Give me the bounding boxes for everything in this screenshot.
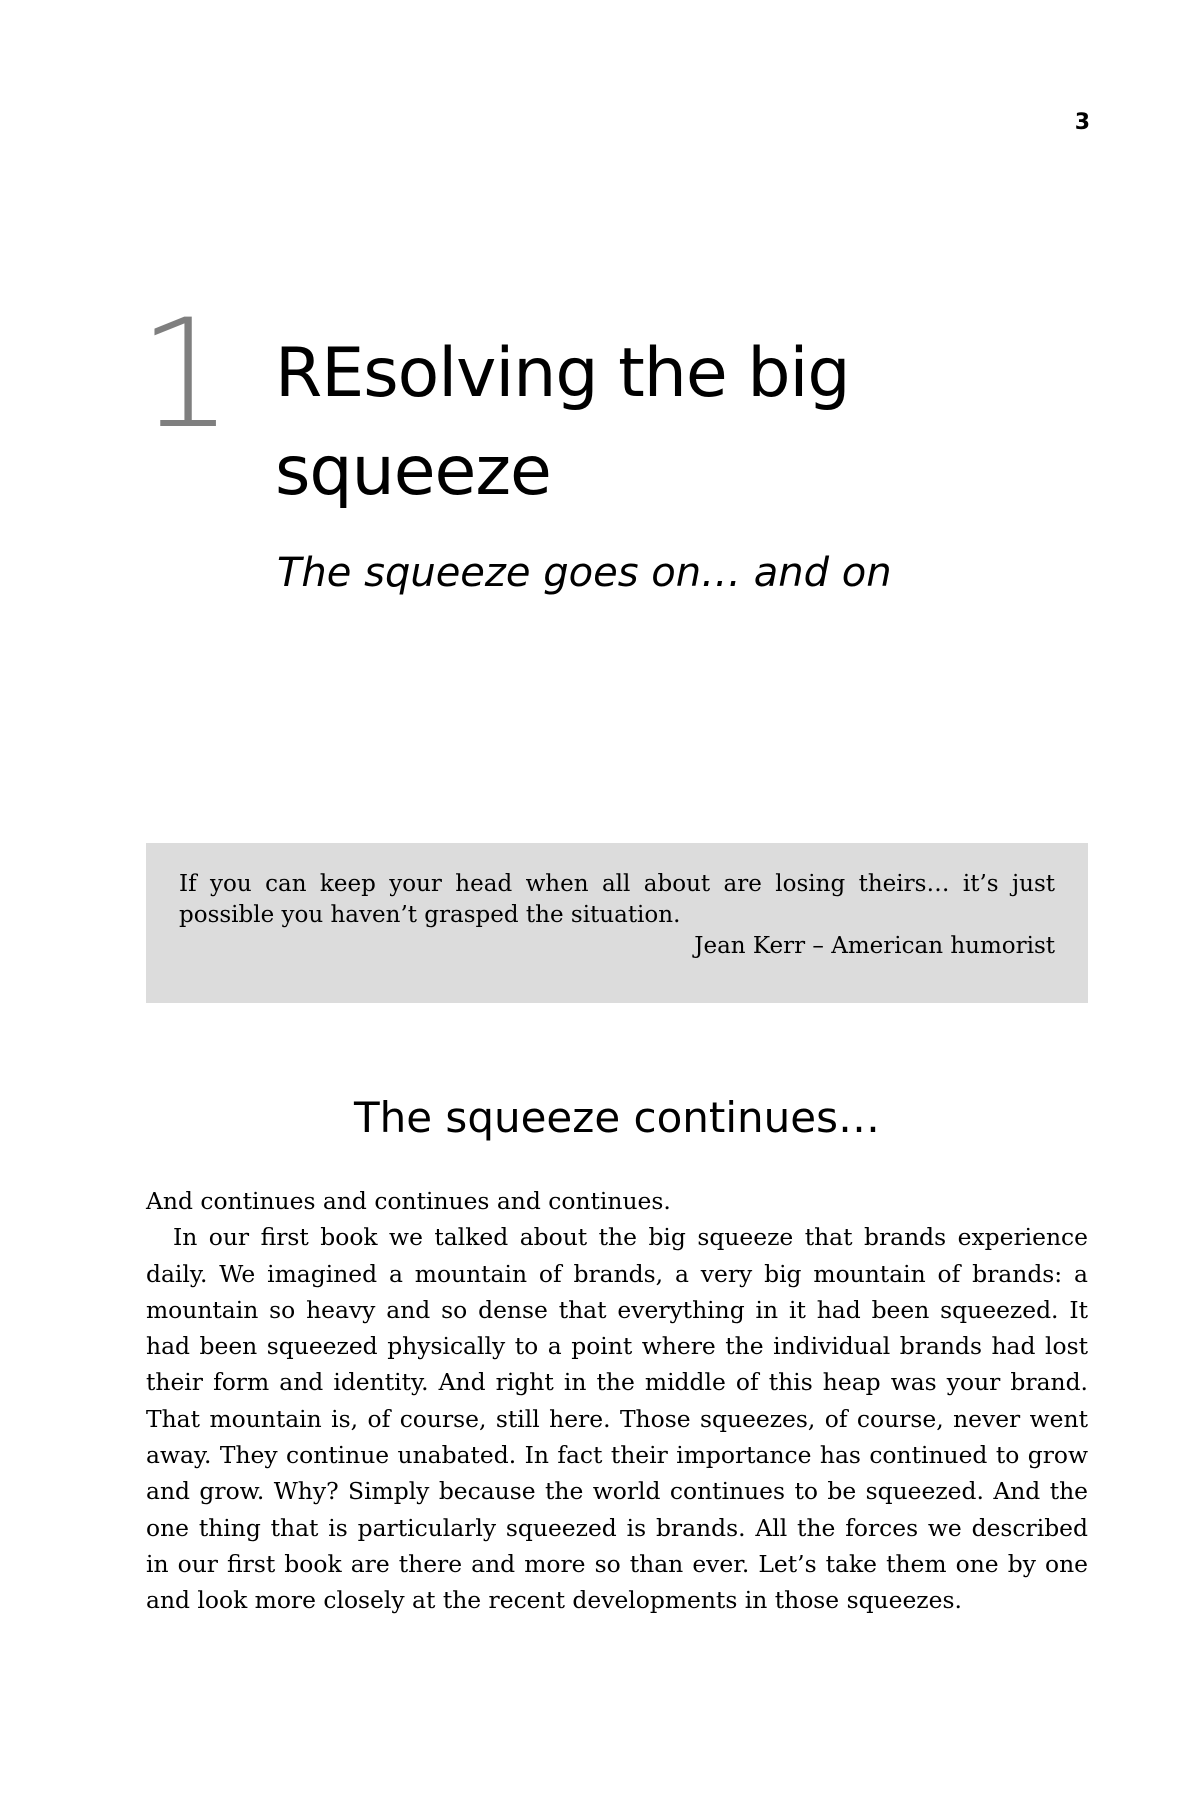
page-number: 3: [1074, 110, 1090, 135]
epigraph-box: [146, 843, 1088, 1003]
section-heading: The squeeze continues…: [353, 1093, 881, 1142]
chapter-title: [275, 325, 1075, 521]
body-text: [146, 1183, 1088, 1619]
epigraph-attribution: Jean Kerr – American humorist: [694, 933, 1055, 959]
epigraph-quote: If you can keep your head when all about are losing theirs… it’s just possible you haven’t grasped the situation.: [179, 871, 1055, 928]
chapter-subtitle: The squeeze goes on… and on: [277, 550, 892, 596]
chapter-title-line-2: squeeze: [275, 432, 551, 511]
body-paragraph-1: And continues and continues and continues.: [146, 1187, 671, 1215]
body-paragraph-2: In our first book we talked about the big squeeze that brands experience daily. We imagined a mountain of brands, a very big mountain of brands: a mountain so heavy and so dense that everything in it had been squeezed. It had been squeezed physically to a point where the individual brands had lost their form and identity. And right in the middle of this heap was your brand. That mountain is, of course, still here. Those squeezes, of course, never went away. They continue unabated. In fact their importance has continued to grow and grow. Why? Simply because the world continues to be squeezed. And the one thing that is particularly squeezed is brands. All the forces we described in our first book are there and more so than ever. Let’s take them one by one and look more closely at the recent developments in those squeezes.: [146, 1223, 1088, 1615]
chapter-number: 1: [138, 288, 234, 462]
chapter-title-line-1: REsolving the big: [275, 334, 850, 413]
